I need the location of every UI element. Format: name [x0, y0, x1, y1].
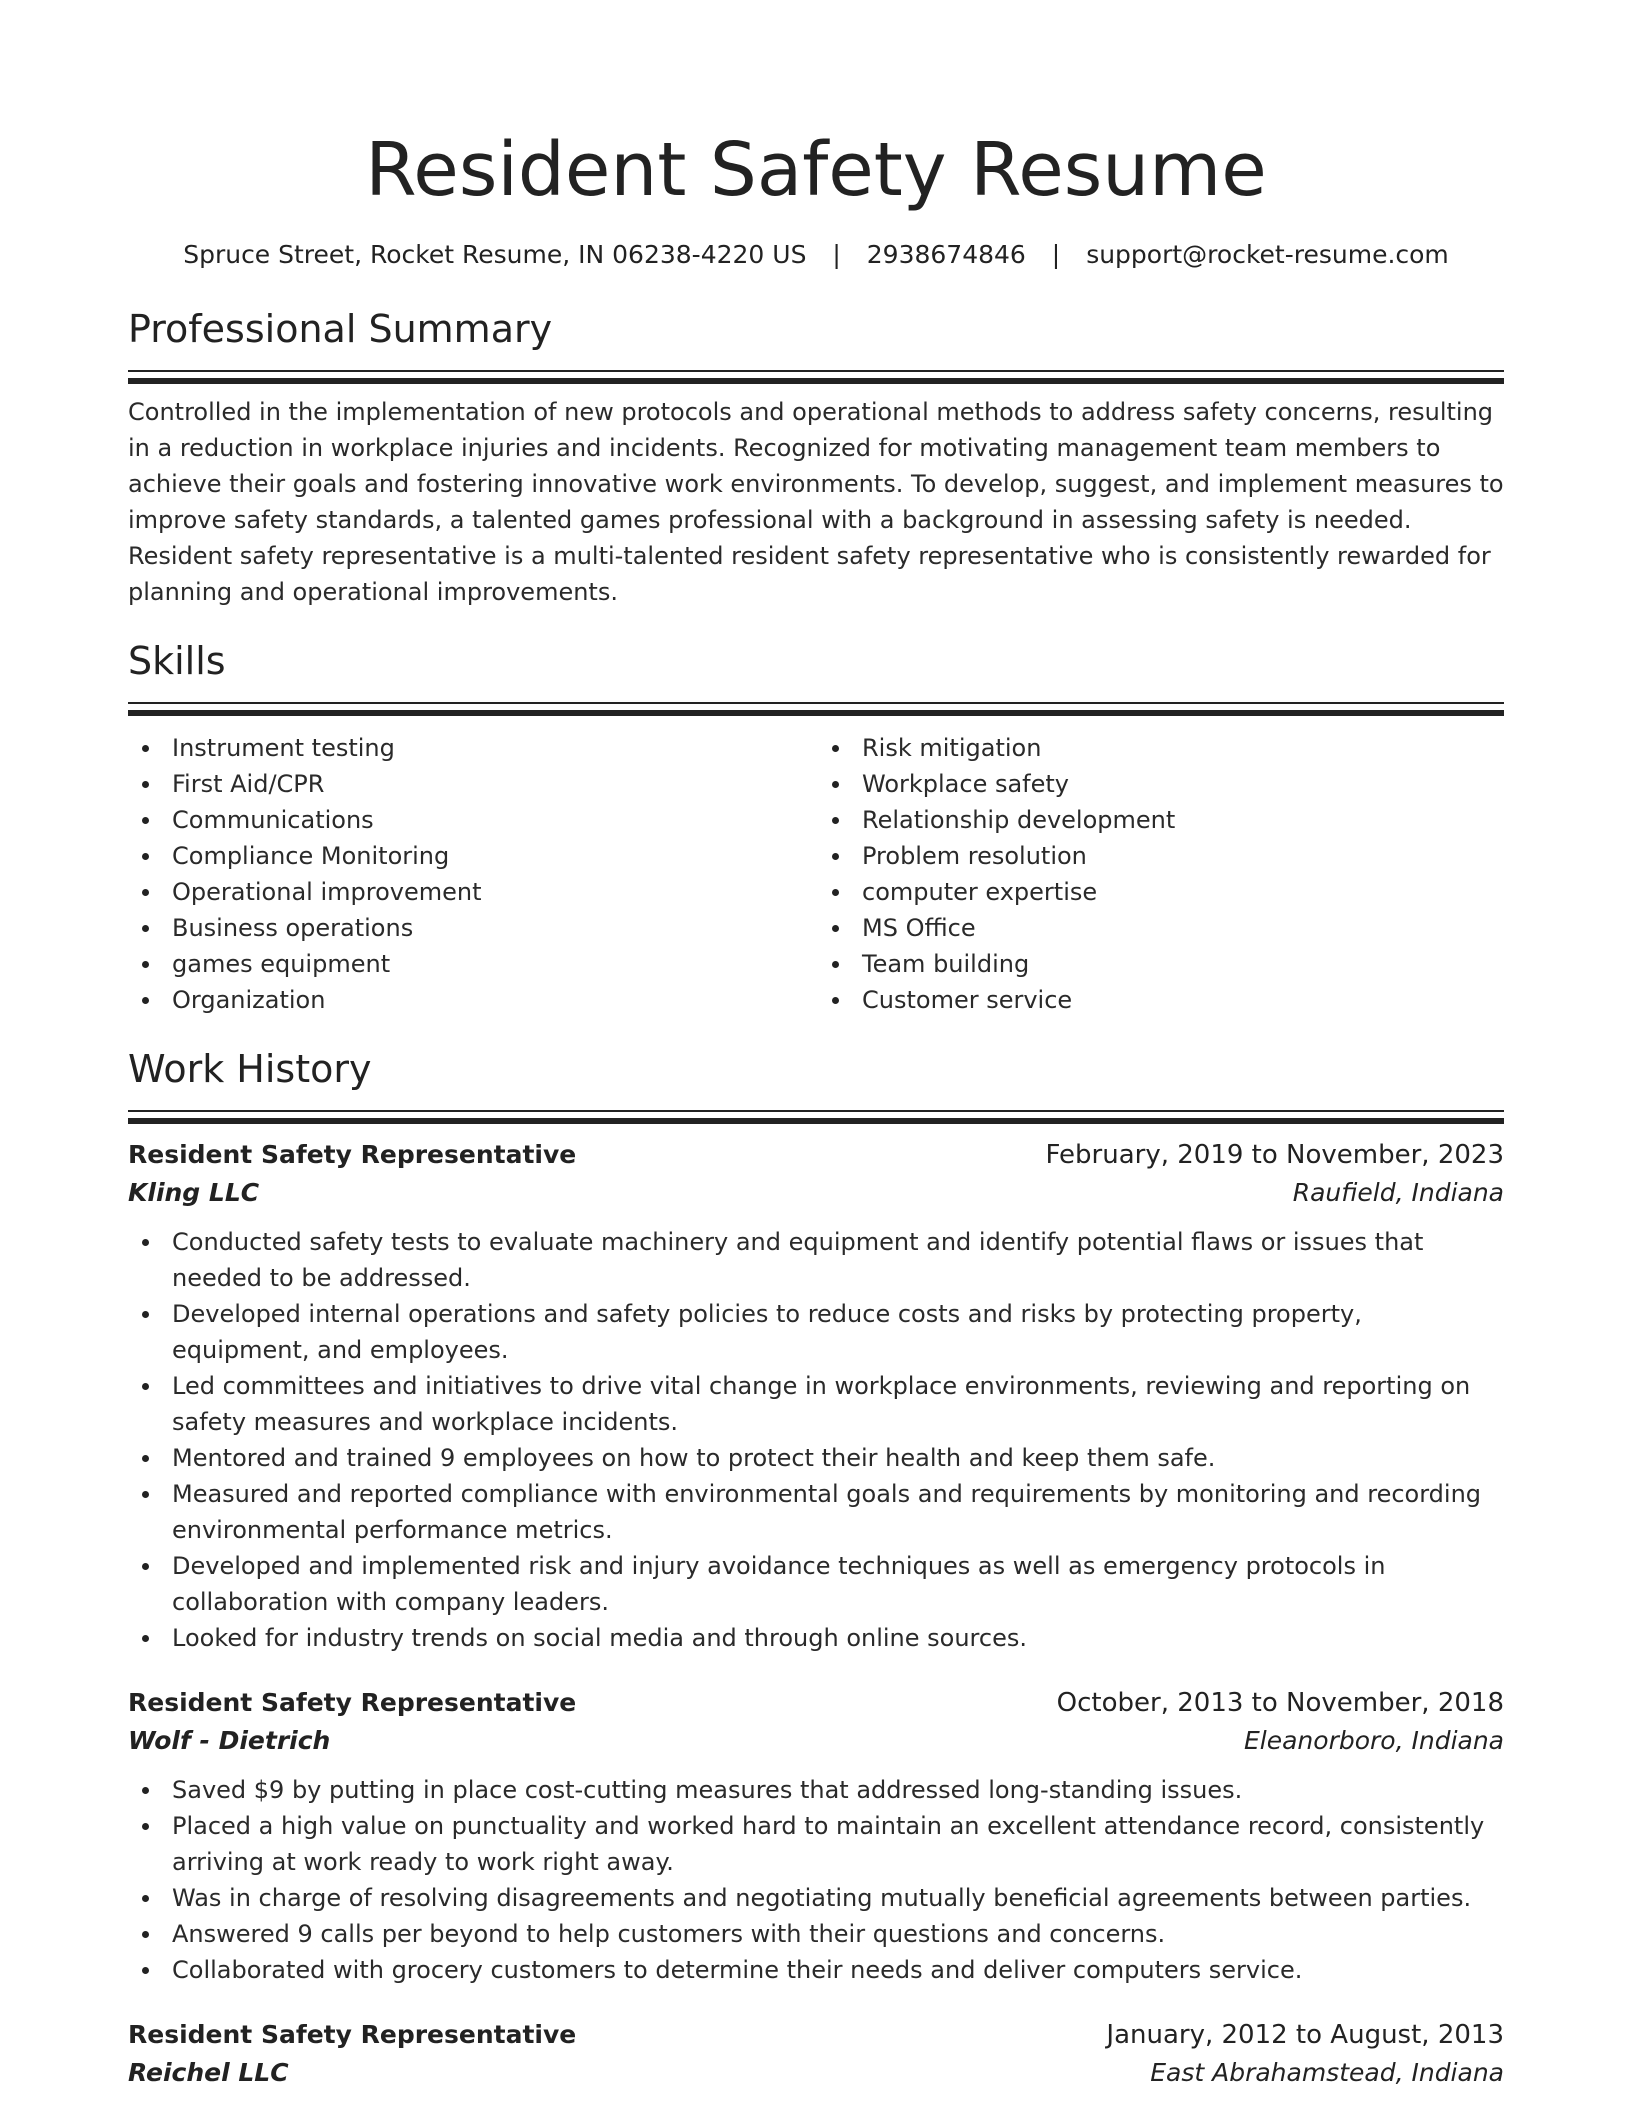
job-duty-item: Developed and implemented risk and injury avoidance techniques as well as emergency protocols in collaboration with company leaders. [128, 1548, 1504, 1620]
job-title: Resident Safety Representative [128, 2020, 577, 2049]
job-duty-item: Saved $9 by putting in place cost-cutting measures that addressed long-standing issues. [128, 1772, 1504, 1808]
skill-item: Relationship development [818, 802, 1504, 838]
summary-text: Controlled in the implementation of new protocols and operational methods to address safety concerns, resulting in a reduction in workplace injuries and incidents. Recognized for motivating management team members to achieve their goals and fostering innovative work environments. To develop, suggest, and implement measures to improve safety standards, a talented games professional with a background in assessing safety is needed. Resident safety representative is a multi-talented resident safety representative who is consistently rewarded for planning and operational improvements. [128, 398, 1504, 606]
contact-separator: | [832, 240, 841, 269]
skill-item: Problem resolution [818, 838, 1504, 874]
section-heading-summary: Professional Summary [128, 307, 553, 351]
job-title: Resident Safety Representative [128, 1140, 577, 1169]
job-location: Eleanorboro, Indiana [1243, 1726, 1504, 1755]
summary-section [128, 306, 1504, 610]
work-history-section [128, 1046, 1504, 2092]
section-heading-skills: Skills [128, 639, 226, 683]
skills-list [128, 730, 1504, 1018]
skill-item: Business operations [128, 910, 816, 946]
resume-title: Resident Safety Resume [365, 127, 1267, 213]
contact-phone: 2938674846 [866, 240, 1026, 269]
skill-item: Compliance Monitoring [128, 838, 816, 874]
skill-item: Risk mitigation [818, 730, 1504, 766]
job-duty-item: Measured and reported compliance with environmental goals and requirements by monitoring and recording environmental performance metrics. [128, 1476, 1504, 1548]
skill-item: Organization [128, 982, 816, 1018]
skill-item: Instrument testing [128, 730, 816, 766]
skill-item: Team building [818, 946, 1504, 982]
job-entry [128, 1136, 1504, 1656]
job-duty-item: Led committees and initiatives to drive vital change in workplace environments, reviewing and reporting on safety measures and workplace incidents. [128, 1368, 1504, 1440]
job-dates: January, 2012 to August, 2013 [1106, 2020, 1504, 2050]
job-entry [128, 1684, 1504, 1988]
job-title: Resident Safety Representative [128, 1688, 577, 1717]
job-duties-list [128, 1224, 1504, 1656]
skills-section [128, 638, 1504, 1018]
job-duties-list [128, 1772, 1504, 1988]
skill-item: MS Office [818, 910, 1504, 946]
job-duty-item: Developed internal operations and safety policies to reduce costs and risks by protecting property, equipment, and employees. [128, 1296, 1504, 1368]
skills-column-right [816, 730, 1504, 1018]
contact-line [128, 238, 1504, 272]
contact-email: support@rocket-resume.com [1086, 240, 1449, 269]
section-heading-work-history: Work History [128, 1047, 372, 1091]
job-duty-item: Answered 9 calls per beyond to help customers with their questions and concerns. [128, 1916, 1504, 1952]
job-location: East Abrahamstead, Indiana [1150, 2058, 1504, 2087]
job-duty-item: Collaborated with grocery customers to determine their needs and deliver computers service. [128, 1952, 1504, 1988]
skill-item: Operational improvement [128, 874, 816, 910]
skill-item: games equipment [128, 946, 816, 982]
skill-item: Customer service [818, 982, 1504, 1018]
skill-item: Communications [128, 802, 816, 838]
job-company: Reichel LLC [128, 2058, 289, 2087]
job-duty-item: Mentored and trained 9 employees on how to protect their health and keep them safe. [128, 1440, 1504, 1476]
job-duty-item: Was in charge of resolving disagreements and negotiating mutually beneficial agreements between parties. [128, 1880, 1504, 1916]
job-dates: October, 2013 to November, 2018 [1056, 1688, 1504, 1718]
contact-separator: | [1051, 240, 1061, 269]
section-divider [128, 370, 1504, 384]
job-entry [128, 2016, 1504, 2092]
skill-item: First Aid/CPR [128, 766, 816, 802]
skill-item: Workplace safety [818, 766, 1504, 802]
skill-item: computer expertise [818, 874, 1504, 910]
job-duty-item: Conducted safety tests to evaluate machinery and equipment and identify potential flaws or issues that needed to be addressed. [128, 1224, 1504, 1296]
job-duty-item: Placed a high value on punctuality and worked hard to maintain an excellent attendance record, consistently arriving at work ready to work right away. [128, 1808, 1504, 1880]
job-company: Kling LLC [128, 1178, 260, 1207]
section-divider [128, 1110, 1504, 1124]
job-dates: February, 2019 to November, 2023 [1045, 1140, 1504, 1170]
contact-address: Spruce Street, Rocket Resume, IN 06238-4220 US [183, 240, 807, 269]
job-company: Wolf - Dietrich [128, 1726, 331, 1755]
job-duty-item: Looked for industry trends on social media and through online sources. [128, 1620, 1504, 1656]
section-divider [128, 702, 1504, 716]
job-location: Raufield, Indiana [1292, 1178, 1504, 1207]
skills-column-left [128, 730, 816, 1018]
